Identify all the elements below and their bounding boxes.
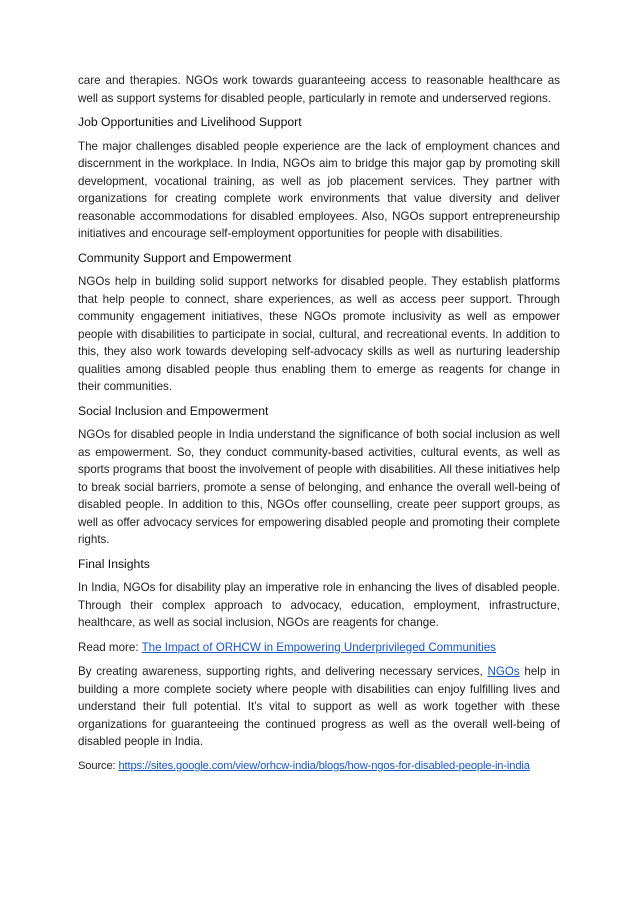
paragraph-final-insights: In India, NGOs for disability play an imperative role in enhancing the lives of disabled people. Through their complex approach to advocacy, education, employment, infrastructure, healthcare, as well as social inclusion, NGOs are reagents for change. (78, 581, 560, 629)
source-link[interactable]: https://sites.google.com/view/orhcw-india/blogs/how-ngos-for-disabled-people-in-india (118, 759, 530, 772)
paragraph-social-inclusion: NGOs for disabled people in India understand the significance of both social inclusion as well as empowerment. So, they conduct community-based activities, cultural events, as well as sports programs that boost the involvement of people with disabilities. All these initiatives help to break social barriers, promote a sense of belonging, and enhance the overall well-being of disabled people. In addition to this, NGOs offer counselling, create peer support groups, as well as offer advocacy services for empowering disabled people and promoting their complete rights. (78, 428, 560, 546)
paragraph-community-support: NGOs help in building solid support networks for disabled people. They establish platforms that help people to connect, share experiences, as well as access peer support. Through community engagement initiatives, these NGOs promote inclusivity as well as empower people with disabilities to participate in social, cultural, and recreational events. In addition to this, they also work towards developing self-advocacy skills as well as nurturing leadership qualities among disabled people thus enabling them to emerge as reagents for change in their communities. (78, 275, 560, 393)
heading-final-insights: Final Insights (78, 556, 150, 571)
read-more-link[interactable]: The Impact of ORHCW in Empowering Underprivileged Communities (141, 640, 496, 654)
read-more-line (78, 639, 560, 657)
document-page (78, 72, 560, 775)
paragraph-job-opportunities: The major challenges disabled people experience are the lack of employment chances and discernment in the workplace. In India, NGOs aim to bridge this major gap by promoting skill development, vocational training, as well as job placement services. They partner with organizations for creating complete work environments that value diversity and deliver reasonable accommodations for disabled employees. Also, NGOs support entrepreneurship initiatives and encourage self-employment opportunities for people with disabilities. (78, 139, 560, 240)
source-label: Source: (78, 759, 119, 772)
ngos-link[interactable]: NGOs (487, 665, 520, 678)
read-more-label: Read more: (78, 640, 142, 654)
intro-paragraph: care and therapies. NGOs work towards guaranteeing access to reasonable healthcare as well as support systems for disabled people, particularly in remote and underserved regions. (78, 74, 560, 105)
closing-text-before: By creating awareness, supporting rights, and delivering necessary services, (78, 665, 488, 678)
closing-paragraph (78, 663, 560, 751)
heading-job-opportunities: Job Opportunities and Livelihood Support (78, 115, 302, 129)
source-line (78, 758, 560, 776)
heading-community-support: Community Support and Empowerment (78, 250, 292, 265)
closing-text-after: help in building a more complete society where people with disabilities can enjoy fulfilling lives and understand their full potential. It’s vital to support as well as work together with these organizations for guaranteeing the continued progress as well as the overall well-being of disabled people in India. (78, 665, 560, 748)
heading-social-inclusion: Social Inclusion and Empowerment (78, 403, 269, 418)
